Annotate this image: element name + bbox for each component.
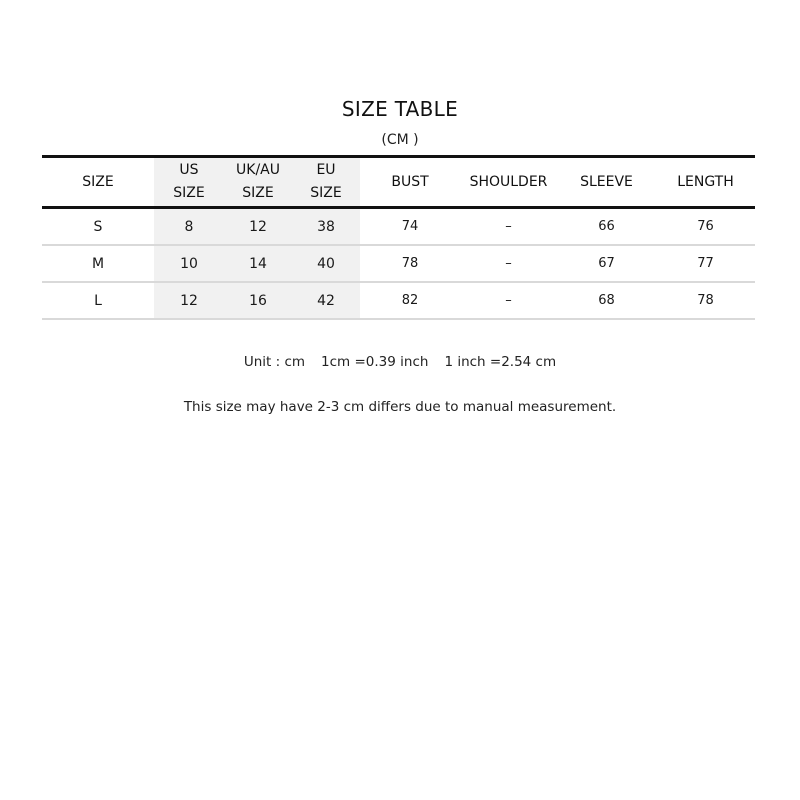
header-size: SIZE xyxy=(82,173,114,190)
header-length: LENGTH xyxy=(677,173,734,190)
cell-size: S xyxy=(93,218,103,235)
cell-shoulder: – xyxy=(505,219,512,234)
header-bust: BUST xyxy=(391,173,429,190)
cell-bust: 74 xyxy=(401,219,419,234)
cell-length: 76 xyxy=(697,219,714,234)
cell-eu-size: 38 xyxy=(292,208,360,246)
cell-size: M xyxy=(91,255,105,272)
cell-us-size: 10 xyxy=(154,245,224,282)
table-row-l xyxy=(42,282,755,319)
cell-length: 77 xyxy=(697,256,714,271)
page-title: SIZE TABLE xyxy=(341,97,459,121)
cell-shoulder: – xyxy=(505,293,512,308)
cell-sleeve: 68 xyxy=(598,293,615,308)
cell-eu-size: 40 xyxy=(292,245,360,282)
cm-to-inch-label: 1cm =0.39 inch xyxy=(321,354,429,370)
unit-conversion-note xyxy=(0,354,800,370)
header-uk-au-size: UK/AU SIZE xyxy=(224,157,292,208)
size-table-container xyxy=(42,155,755,320)
cell-length: 78 xyxy=(697,293,714,308)
table-row-s xyxy=(42,208,755,246)
header-shoulder: SHOULDER xyxy=(469,173,548,190)
cell-bust: 82 xyxy=(401,293,419,308)
cell-sleeve: 67 xyxy=(598,256,615,271)
cell-size: L xyxy=(94,292,102,309)
unit-label: Unit : cm xyxy=(243,354,306,370)
unit-subtitle: (CM ) xyxy=(381,132,419,148)
cell-uk-au-size: 12 xyxy=(224,208,292,246)
measurement-disclaimer: This size may have 2-3 cm differs due to manual measurement. xyxy=(183,399,617,415)
cell-uk-au-size: 14 xyxy=(224,245,292,282)
header-sleeve: SLEEVE xyxy=(580,173,633,190)
cell-sleeve: 66 xyxy=(598,219,615,234)
cell-bust: 78 xyxy=(401,256,419,271)
table-header-row xyxy=(42,157,755,208)
cell-us-size: 12 xyxy=(154,282,224,319)
cell-us-size: 8 xyxy=(154,208,224,246)
size-table xyxy=(42,155,755,320)
cell-eu-size: 42 xyxy=(292,282,360,319)
inch-to-cm-label: 1 inch =2.54 cm xyxy=(444,354,557,370)
table-row-m xyxy=(42,245,755,282)
header-eu-size: EU SIZE xyxy=(292,157,360,208)
cell-shoulder: – xyxy=(505,256,512,271)
header-us-size: US SIZE xyxy=(154,157,224,208)
cell-uk-au-size: 16 xyxy=(224,282,292,319)
